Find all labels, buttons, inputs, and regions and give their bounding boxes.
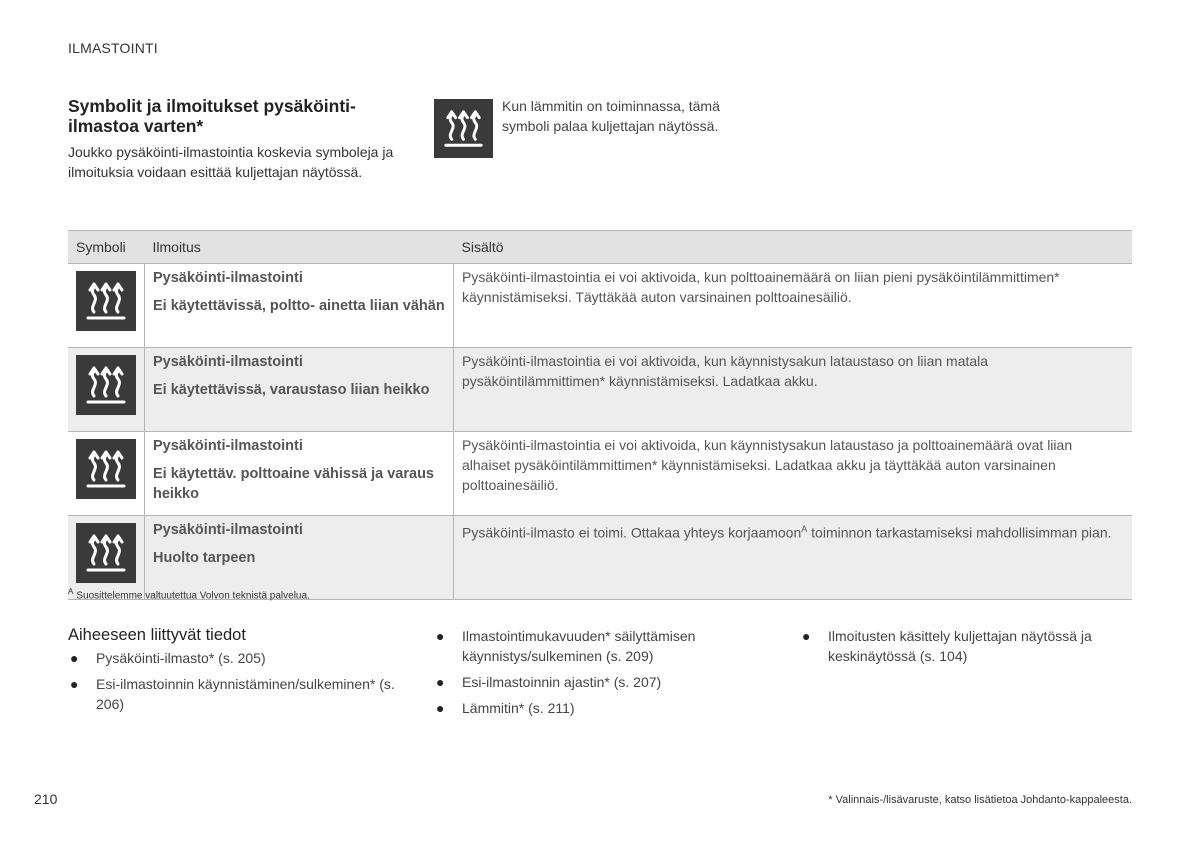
related-list-col3 (800, 626, 1140, 672)
content-cell (454, 516, 1133, 600)
table-row (68, 348, 1132, 432)
bullet-icon: ● (70, 650, 79, 666)
message-cell (145, 432, 454, 516)
related-link-text: Ilmastointimukavuuden* säilyttämisen käynnistys/sulkeminen (s. 209) (462, 628, 696, 664)
related-link-text: Esi-ilmastoinnin ajastin* (s. 207) (462, 674, 662, 690)
symbols-table (68, 230, 1132, 600)
heater-icon (76, 271, 136, 331)
bullet-icon: ● (70, 676, 79, 692)
heater-icon (434, 99, 493, 158)
table-row (68, 264, 1132, 348)
message-title: Pysäköinti-ilmastointi (153, 354, 303, 370)
content-cell: Pysäköinti-ilmastointia ei voi aktivoida, kun polttoainemäärä on liian pieni pysäköintilämmittimen* käynnistämiseksi. Täyttäkää auton varsinainen polttoainesäiliö. (454, 264, 1133, 348)
related-link[interactable] (434, 698, 774, 718)
content-cell: Pysäköinti-ilmastointia ei voi aktivoida, kun käynnistysakun lataustaso on liian matala pysäköintilämmittimen* käynnistämiseksi. Ladatkaa akku. (454, 348, 1133, 432)
bullet-icon: ● (802, 628, 811, 644)
message-cell (145, 264, 454, 348)
related-link[interactable] (68, 648, 408, 668)
table-header-row (68, 231, 1132, 264)
heater-icon (76, 523, 136, 583)
related-list-col1 (68, 648, 408, 720)
related-link[interactable] (800, 626, 1140, 666)
intro-block (68, 96, 398, 182)
footnote-text: Suosittelemme valtuutettua Volvon teknistä palvelua. (76, 590, 310, 602)
message-subtitle: Ei käytettävissä, varaustaso liian heikko (153, 382, 430, 398)
message-subtitle: Ei käytettäv. polttoaine vähissä ja varaus heikko (153, 466, 434, 502)
symbol-cell (68, 264, 145, 348)
related-link-text: Esi-ilmastoinnin käynnistäminen/sulkeminen* (s. 206) (96, 676, 395, 712)
column-header-content: Sisältö (454, 231, 1133, 264)
heater-symbol-description: Kun lämmitin on toiminnassa, tämä symboli palaa kuljettajan näytössä. (502, 98, 720, 134)
symbol-cell (68, 348, 145, 432)
message-title: Pysäköinti-ilmastointi (153, 522, 303, 538)
related-list-col2 (434, 626, 774, 724)
bullet-icon: ● (436, 628, 445, 644)
heater-icon (76, 355, 136, 415)
section-header: ILMASTOINTI (68, 40, 158, 56)
heater-icon (76, 439, 136, 499)
optional-equipment-note: * Valinnais-/lisävaruste, katso lisätietoa Johdanto-kappaleesta. (828, 794, 1132, 806)
related-link-text: Lämmitin* (s. 211) (462, 700, 575, 716)
intro-text: Joukko pysäköinti-ilmastointia koskevia symboleja ja ilmoituksia voidaan esittää kuljettajan näytössä. (68, 144, 394, 180)
bullet-icon: ● (436, 674, 445, 690)
page-number: 210 (34, 791, 58, 807)
column-header-message: Ilmoitus (145, 231, 454, 264)
footnote (68, 587, 310, 601)
footnote-marker: A (801, 524, 808, 534)
content-cell: Pysäköinti-ilmastointia ei voi aktivoida, kun käynnistysakun lataustaso ja polttoainemäärä ovat liian alhaiset pysäköintilämmittimen* käynnistämiseksi. Ladatkaa akku ja täyttäkää auton varsinainen polttoainesäiliö. (454, 432, 1133, 516)
page-title: Symbolit ja ilmoitukset pysäköinti-ilmastoa varten* (68, 96, 356, 136)
related-link[interactable] (434, 672, 774, 692)
symbol-cell (68, 432, 145, 516)
related-link-text: Ilmoitusten käsittely kuljettajan näytössä ja keskinäytössä (s. 104) (828, 628, 1092, 664)
footnote-marker: A (68, 587, 74, 596)
related-link[interactable] (434, 626, 774, 666)
content-text: toiminnon tarkastamiseksi mahdollisimman pian. (807, 524, 1112, 541)
related-info-title: Aiheeseen liittyvät tiedot (68, 626, 246, 644)
column-header-symbol: Symboli (68, 231, 145, 264)
message-title: Pysäköinti-ilmastointi (153, 438, 303, 454)
related-link[interactable] (68, 674, 408, 714)
table-row (68, 432, 1132, 516)
message-subtitle: Huolto tarpeen (153, 550, 256, 566)
message-title: Pysäköinti-ilmastointi (153, 270, 303, 286)
message-subtitle: Ei käytettävissä, poltto- ainetta liian vähän (153, 298, 445, 314)
bullet-icon: ● (436, 700, 445, 716)
content-text: Pysäköinti-ilmasto ei toimi. Ottakaa yhteys korjaamoon (462, 524, 802, 541)
message-cell (145, 348, 454, 432)
related-link-text: Pysäköinti-ilmasto* (s. 205) (96, 650, 266, 666)
